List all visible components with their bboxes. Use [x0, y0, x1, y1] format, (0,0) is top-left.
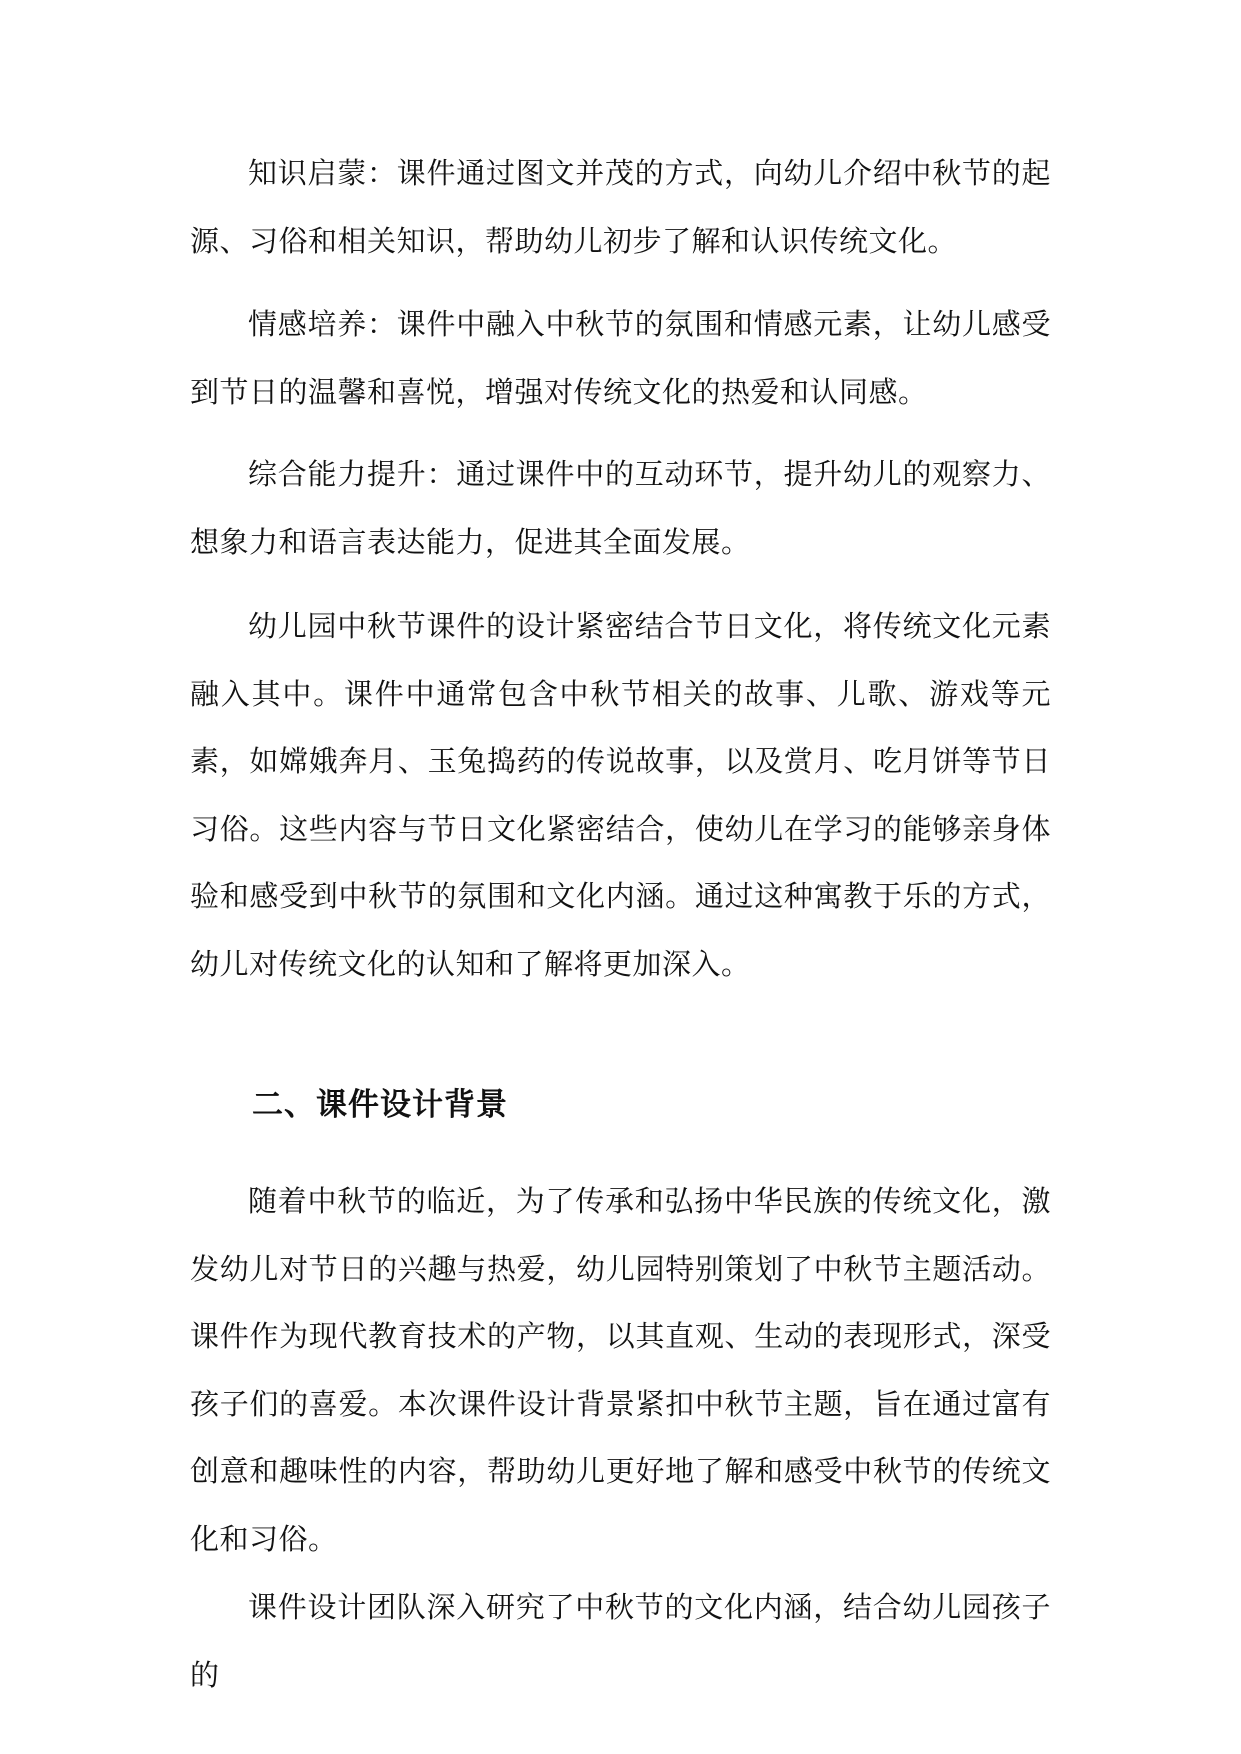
paragraph-ability-improvement: 综合能力提升：通过课件中的互动环节，提升幼儿的观察力、想象力和语言表达能力，促进其全面发展。: [190, 457, 1051, 559]
section-heading: 二、课件设计背景: [252, 1087, 508, 1123]
paragraph-emotional-cultivation: 情感培养：课件中融入中秋节的氛围和情感元素，让幼儿感受到节日的温馨和喜悦，增强对传统文化的热爱和认同感。: [190, 307, 1051, 409]
paragraph-design-team: 课件设计团队深入研究了中秋节的文化内涵，结合幼儿园孩子的: [190, 1590, 1051, 1692]
paragraph-knowledge-enlightenment: 知识启蒙：课件通过图文并茂的方式，向幼儿介绍中秋节的起源、习俗和相关知识，帮助幼儿初步了解和认识传统文化。: [190, 156, 1051, 258]
paragraph-festival-culture: 幼儿园中秋节课件的设计紧密结合节日文化，将传统文化元素融入其中。课件中通常包含中秋节相关的故事、儿歌、游戏等元素，如嫦娥奔月、玉兔捣药的传说故事，以及赏月、吃月饼等节日习俗。这些内容与节日文化紧密结合，使幼儿在学习的能够亲身体验和感受到中秋节的氛围和文化内涵。通过这种寓教于乐的方式，幼儿对传统文化的认知和了解将更加深入。: [190, 609, 1051, 981]
paragraph-design-background: 随着中秋节的临近，为了传承和弘扬中华民族的传统文化，激发幼儿对节日的兴趣与热爱，幼儿园特别策划了中秋节主题活动。课件作为现代教育技术的产物，以其直观、生动的表现形式，深受孩子们的喜爱。本次课件设计背景紧扣中秋节主题，旨在通过富有创意和趣味性的内容，帮助幼儿更好地了解和感受中秋节的传统文化和习俗。: [190, 1184, 1051, 1556]
